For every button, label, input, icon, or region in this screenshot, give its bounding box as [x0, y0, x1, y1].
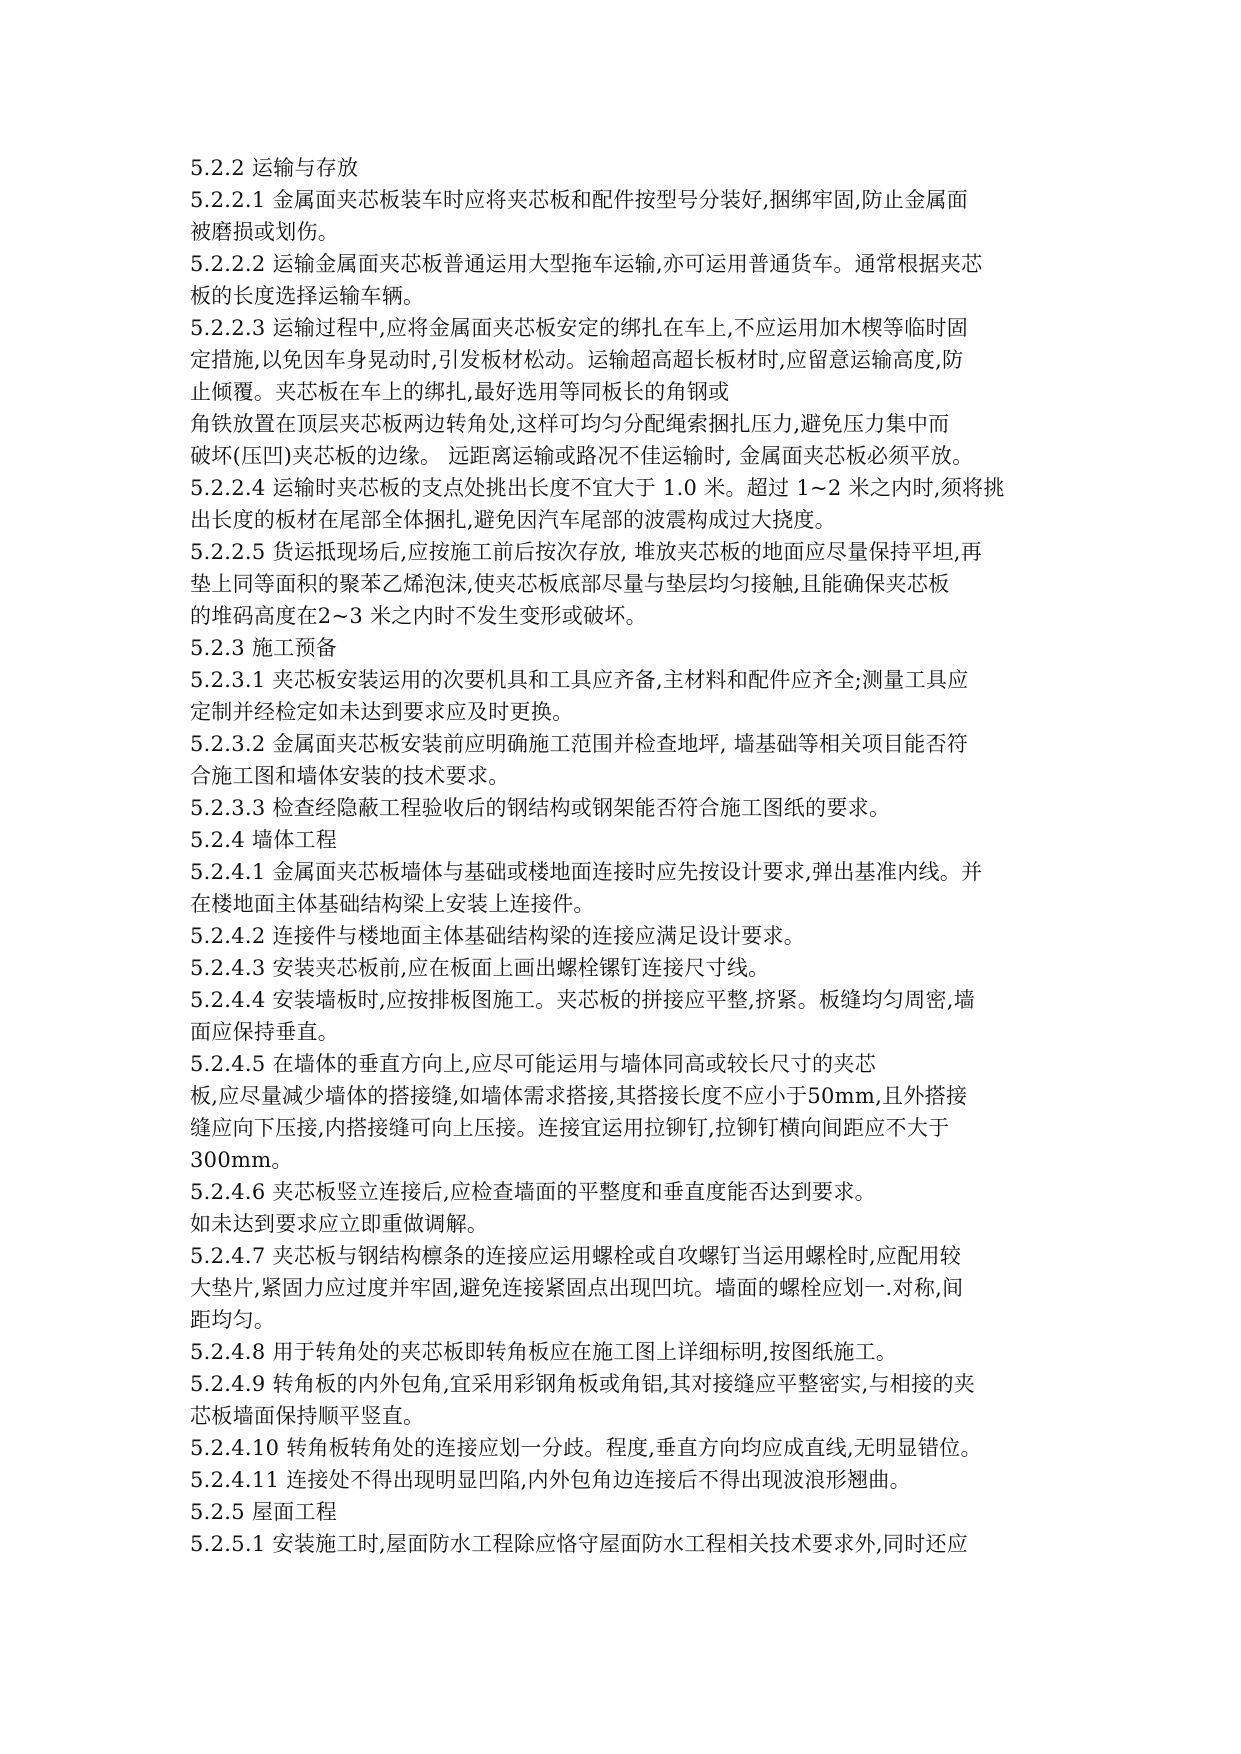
text-line: 被磨损或划伤。 [190, 220, 340, 244]
text-line: 定措施,以免因车身晃动时,引发板材松动。运输超高超长板材时,应留意运输高度,防 [190, 348, 964, 372]
text-line: 角铁放置在顶层夹芯板两边转角处,这样可均匀分配绳索捆扎压力,避免压力集中而 [190, 412, 950, 436]
text-line: 5.2.3.1 夹芯板安装运用的次要机具和工具应齐备,主材料和配件应齐全;测量工具应 [190, 668, 969, 692]
text-line: 5.2.5.1 安装施工时,屋面防水工程除应恪守屋面防水工程相关技术要求外,同时还应 [190, 1532, 969, 1556]
text-line: 5.2.4 墙体工程 [190, 828, 338, 852]
text-line: 5.2.4.2 连接件与楼地面主体基础结构梁的连接应满足设计要求。 [190, 924, 806, 948]
text-line: 缝应向下压接,内搭接缝可向上压接。连接宜运用拉铆钉,拉铆钉横向间距应不大于 [190, 1116, 950, 1140]
text-line: 5.2.4.1 金属面夹芯板墙体与基础或楼地面连接时应先按设计要求,弹出基准内线。并 [190, 860, 983, 884]
text-line: 在楼地面主体基础结构梁上安装上连接件。 [190, 892, 595, 916]
text-line: 5.2.3 施工预备 [190, 636, 338, 660]
text-line: 板的长度选择运输车辆。 [190, 284, 425, 308]
text-line: 5.2.4.8 用于转角处的夹芯板即转角板应在施工图上详细标明,按图纸施工。 [190, 1340, 898, 1364]
text-line: 止倾覆。夹芯板在车上的绑扎,最好选用等同板长的角钢或 [190, 380, 730, 404]
text-line: 5.2.2.3 运输过程中,应将金属面夹芯板安定的绑扎在车上,不应运用加木楔等临时固 [190, 316, 969, 340]
text-line: 芯板墙面保持顺平竖直。 [190, 1404, 425, 1428]
text-line: 5.2.3.3 检查经隐蔽工程验收后的钢结构或钢架能否符合施工图纸的要求。 [190, 796, 891, 820]
text-line: 的堆码高度在2~3 米之内时不发生变形或破坏。 [190, 604, 647, 628]
text-line: 5.2.5 屋面工程 [190, 1500, 338, 1524]
text-line: 5.2.4.3 安装夹芯板前,应在板面上画出螺栓镙钉连接尺寸线。 [190, 956, 770, 980]
text-line: 5.2.2 运输与存放 [190, 156, 359, 180]
text-line: 合施工图和墙体安装的技术要求。 [190, 764, 510, 788]
text-line: 距均匀。 [190, 1308, 276, 1332]
text-line: 5.2.3.2 金属面夹芯板安装前应明确施工范围并检查地坪, 墙基础等相关项目能否符 [190, 732, 969, 756]
text-line: 板,应尽量减少墙体的搭接缝,如墙体需求搭接,其搭接长度不应小于50mm,且外搭接 [190, 1084, 968, 1108]
text-line: 5.2.4.4 安装墙板时,应按排板图施工。夹芯板的拼接应平整,挤紧。板缝均匀周密,墙 [190, 988, 976, 1012]
text-line: 定制并经检定如未达到要求应及时更换。 [190, 700, 574, 724]
text-line: 5.2.2.2 运输金属面夹芯板普通运用大型拖车运输,亦可运用普通货车。通常根据夹芯 [190, 252, 983, 276]
text-line: 5.2.4.7 夹芯板与钢结构檩条的连接应运用螺栓或自攻螺钉当运用螺栓时,应配用较 [190, 1244, 962, 1268]
text-line: 5.2.2.1 金属面夹芯板装车时应将夹芯板和配件按型号分装好,捆绑牢固,防止金属面 [190, 188, 969, 212]
text-line: 5.2.4.5 在墙体的垂直方向上,应尽可能运用与墙体同高或较长尺寸的夹芯 [190, 1052, 876, 1076]
text-line: 破坏(压凹)夹芯板的边缘。 远距离运输或路况不佳运输时, 金属面夹芯板必须平放。 [190, 444, 974, 468]
text-line: 5.2.4.11 连接处不得出现明显凹陷,内外包角边连接后不得出现波浪形翘曲。 [190, 1468, 911, 1492]
text-line: 300mm。 [190, 1148, 293, 1172]
text-line: 5.2.4.6 夹芯板竖立连接后,应检查墙面的平整度和垂直度能否达到要求。 [190, 1180, 876, 1204]
text-line: 大垫片,紧固力应过度并牢固,避免连接紧固点出现凹坑。墙面的螺栓应划一.对称,间 [190, 1276, 964, 1300]
document-page [190, 152, 1070, 1560]
text-line: 垫上同等面积的聚苯乙烯泡沫,使夹芯板底部尽量与垫层均匀接触,且能确保夹芯板 [190, 572, 950, 596]
text-line: 5.2.4.9 转角板的内外包角,宜采用彩钢角板或角铝,其对接缝应平整密实,与相接的夹 [190, 1372, 976, 1396]
text-line: 面应保持垂直。 [190, 1020, 340, 1044]
text-line: 5.2.2.5 货运抵现场后,应按施工前后按次存放, 堆放夹芯板的地面应尽量保持平坦,再 [190, 540, 983, 564]
text-line: 5.2.4.10 转角板转角处的连接应划一分歧。程度,垂直方向均应成直线,无明显错位。 [190, 1436, 982, 1460]
text-line: 5.2.2.4 运输时夹芯板的支点处挑出长度不宜大于 1.0 米。超过 1~2 米之内时,须将挑 [190, 476, 1005, 500]
text-line: 如未达到要求应立即重做调解。 [190, 1212, 489, 1236]
text-line: 出长度的板材在尾部全体捆扎,避免因汽车尾部的波震构成过大挠度。 [190, 508, 836, 532]
